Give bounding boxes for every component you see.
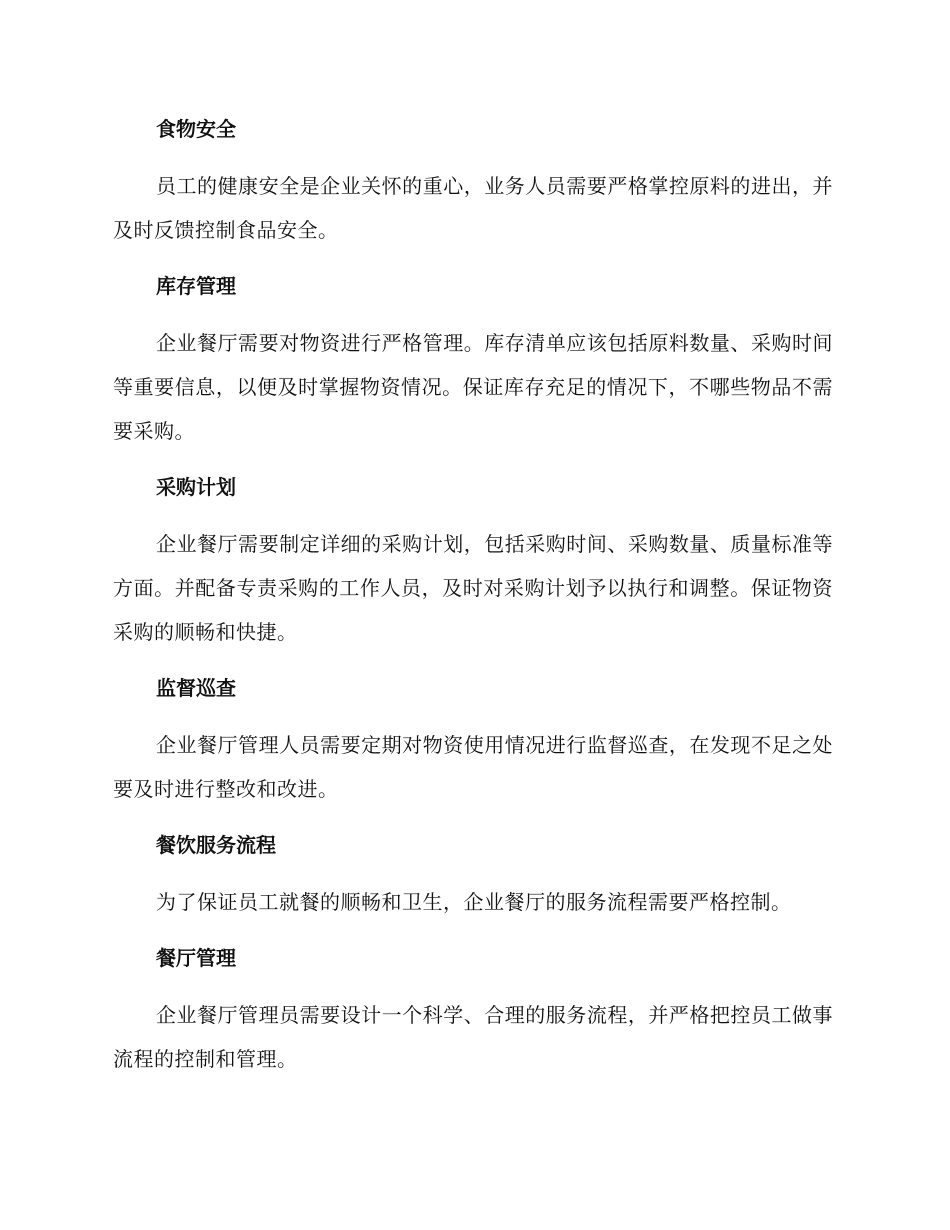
section-paragraph-inventory: 企业餐厅需要对物资进行严格管理。库存清单应该包括原料数量、采购时间等重要信息，以便及时掌握物资情况。保证库存充足的情况下，不哪些物品不需要采购。 — [113, 331, 833, 443]
section-title-service-flow: 餐饮服务流程 — [156, 833, 276, 857]
document-page — [113, 110, 833, 1081]
section-title-inspection: 监督巡查 — [156, 676, 236, 700]
section-title-inventory: 库存管理 — [156, 274, 236, 298]
section-title-procurement: 采购计划 — [156, 475, 236, 499]
section-paragraph-service-flow: 为了保证员工就餐的顺畅和卫生，企业餐厅的服务流程需要严格控制。 — [156, 890, 792, 914]
section-paragraph-inspection: 企业餐厅管理人员需要定期对物资使用情况进行监督巡查，在发现不足之处要及时进行整改和改进。 — [113, 733, 833, 801]
section-paragraph-restaurant-management: 企业餐厅管理员需要设计一个科学、合理的服务流程，并严格把控员工做事流程的控制和管理。 — [113, 1003, 833, 1071]
section-paragraph-food-safety: 员工的健康安全是企业关怀的重心，业务人员需要严格掌控原料的进出，并及时反馈控制食品安全。 — [113, 174, 833, 242]
section-title-restaurant-management: 餐厅管理 — [156, 946, 236, 970]
section-title-food-safety: 食物安全 — [156, 117, 236, 141]
section-paragraph-procurement: 企业餐厅需要制定详细的采购计划，包括采购时间、采购数量、质量标准等方面。并配备专责采购的工作人员，及时对采购计划予以执行和调整。保证物资采购的顺畅和快捷。 — [113, 532, 833, 644]
